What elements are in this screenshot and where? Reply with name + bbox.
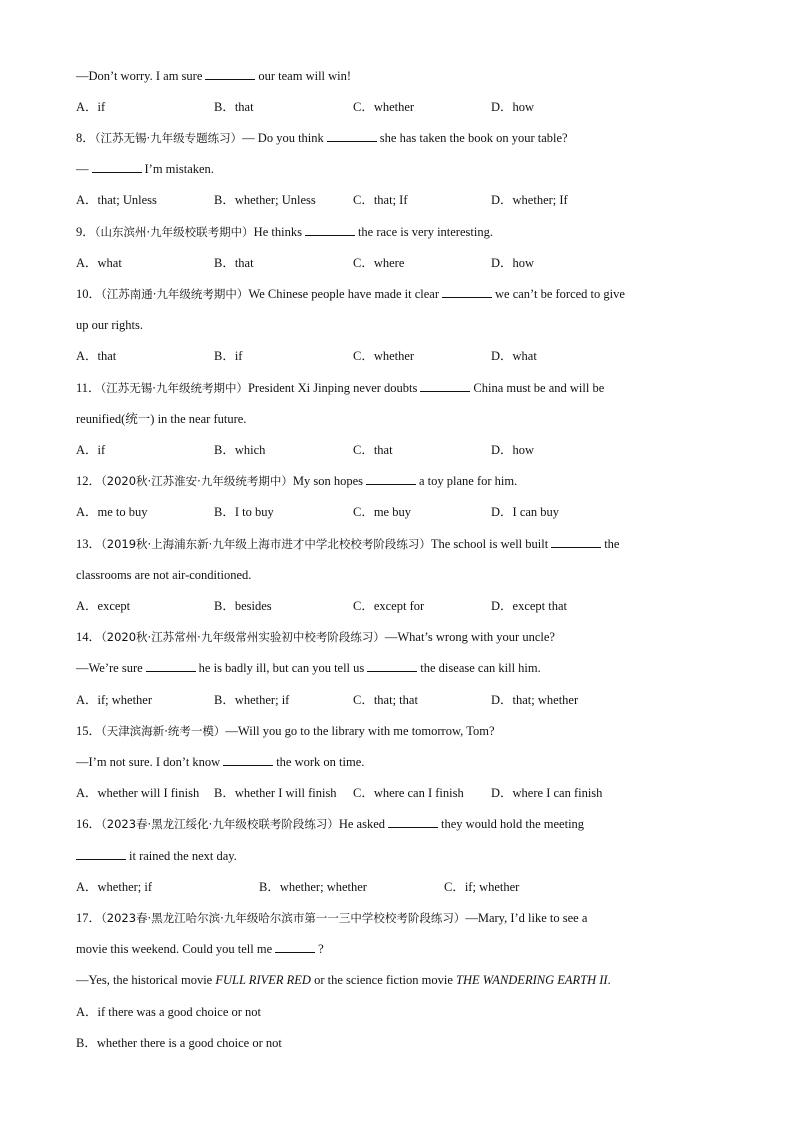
question-number: 8． bbox=[76, 131, 95, 145]
question-source: （江苏南通·九年级统考期中） bbox=[101, 287, 249, 301]
q15-stem bbox=[76, 721, 724, 741]
answer-blank bbox=[367, 658, 417, 672]
q15-options bbox=[76, 783, 724, 803]
option-c: C．except for bbox=[353, 599, 425, 613]
q11-stem bbox=[76, 378, 724, 398]
q17-answer-end: . bbox=[607, 973, 611, 987]
q16-line2 bbox=[76, 846, 724, 866]
q17-text-post: ? bbox=[318, 942, 324, 956]
question-source: （2023春·黑龙江哈尔滨·九年级哈尔滨市第一一三中学校校考阶段练习） bbox=[101, 911, 466, 925]
question-number: 17． bbox=[76, 911, 102, 925]
answer-blank bbox=[327, 128, 377, 142]
q14-options bbox=[76, 690, 724, 710]
option-d: D．what bbox=[491, 349, 537, 363]
question-number: 15． bbox=[76, 724, 102, 738]
q8-text-post: she has taken the book on your table? bbox=[379, 131, 568, 145]
question-source: （江苏无锡·九年级专题练习） bbox=[94, 131, 243, 145]
option-a: A．that bbox=[76, 349, 117, 363]
option-b: B．whether I will finish bbox=[214, 786, 337, 800]
q14-text-mid: he is badly ill, but can you tell us bbox=[198, 661, 365, 675]
q7-text-post: our team will win! bbox=[258, 69, 352, 83]
question-number: 13． bbox=[76, 537, 102, 551]
option-c: C．that bbox=[353, 443, 393, 457]
question-number: 12． bbox=[76, 474, 102, 488]
q8-stem bbox=[76, 128, 724, 148]
option-d: D．that; whether bbox=[491, 693, 579, 707]
option-d: D．I can buy bbox=[491, 505, 560, 519]
q13-text-post: the bbox=[604, 537, 620, 551]
option-c: C．if; whether bbox=[444, 880, 520, 894]
q12-options bbox=[76, 502, 724, 522]
question-number: 11． bbox=[76, 381, 101, 395]
q7-line bbox=[76, 66, 724, 86]
question-source: （2019秋·上海浦东新·九年级上海市进才中学北校校考阶段练习） bbox=[101, 537, 431, 551]
question-source: （天津滨海新·统考一模） bbox=[101, 724, 226, 738]
answer-blank bbox=[275, 939, 315, 953]
option-b: B．that bbox=[214, 256, 254, 270]
q8-line2 bbox=[76, 159, 724, 179]
q11-text-pre: President Xi Jinping never doubts bbox=[247, 381, 418, 395]
q11-text-post: China must be and will be bbox=[473, 381, 605, 395]
answer-blank bbox=[442, 284, 492, 298]
answer-blank bbox=[366, 471, 416, 485]
q17-stem bbox=[76, 908, 724, 928]
q13-options bbox=[76, 596, 724, 616]
q10-options bbox=[76, 346, 724, 366]
q14-stem bbox=[76, 627, 724, 647]
q16-stem bbox=[76, 814, 724, 834]
answer-blank bbox=[146, 658, 196, 672]
q16-text-post2: it rained the next day. bbox=[129, 849, 237, 863]
option-b: B．whether; whether bbox=[259, 880, 367, 894]
answer-blank bbox=[205, 66, 255, 80]
question-number: 16． bbox=[76, 817, 102, 831]
option-a: A．me to buy bbox=[76, 505, 148, 519]
question-number: 9． bbox=[76, 225, 95, 239]
option-c: C．me buy bbox=[353, 505, 411, 519]
option-b: B．whether there is a good choice or not bbox=[76, 1036, 282, 1050]
q7-text-pre: —Don’t worry. I am sure bbox=[76, 69, 203, 83]
option-a: A．if bbox=[76, 100, 106, 114]
q17-text-pre: movie this weekend. Could you tell me bbox=[76, 942, 273, 956]
answer-blank bbox=[305, 222, 355, 236]
question-number: 14． bbox=[76, 630, 102, 644]
q8-options bbox=[76, 190, 724, 210]
option-c: C．that; that bbox=[353, 693, 418, 707]
q13-stem bbox=[76, 534, 724, 554]
q14-line2 bbox=[76, 658, 724, 678]
movie-title-2: THE WANDERING EARTH II bbox=[456, 973, 608, 987]
q17-line3 bbox=[76, 970, 724, 990]
answer-blank bbox=[223, 752, 273, 766]
q14-text-post: the disease can kill him. bbox=[420, 661, 541, 675]
q16-text-post: they would hold the meeting bbox=[441, 817, 585, 831]
q14-text-pre: —We’re sure bbox=[76, 661, 143, 675]
movie-title-1: FULL RIVER RED bbox=[215, 973, 311, 987]
answer-blank bbox=[420, 378, 470, 392]
option-d: D．where I can finish bbox=[491, 786, 603, 800]
q12-text-pre: My son hopes bbox=[292, 474, 363, 488]
q10-continuation: up our rights. bbox=[76, 318, 144, 332]
answer-blank bbox=[76, 846, 126, 860]
option-c: C．whether bbox=[353, 349, 415, 363]
question-source: （山东滨州·九年级校联考期中） bbox=[94, 225, 254, 239]
q16-text-pre: He asked bbox=[338, 817, 386, 831]
q11-continuation: reunified(统一) in the near future. bbox=[76, 412, 247, 426]
q15-text-pre: —I’m not sure. I don’t know bbox=[76, 755, 221, 769]
q8-dash: — bbox=[76, 162, 89, 176]
q12-stem bbox=[76, 471, 724, 491]
option-c: C．where bbox=[353, 256, 405, 270]
q17-answer-pre: —Yes, the historical movie bbox=[76, 973, 213, 987]
option-b: B．I to buy bbox=[214, 505, 274, 519]
q8-text-post2: I’m mistaken. bbox=[144, 162, 214, 176]
answer-blank bbox=[551, 534, 601, 548]
option-c: C．that; If bbox=[353, 193, 408, 207]
q14-text: —What’s wrong with your uncle? bbox=[384, 630, 555, 644]
q9-text-pre: He thinks bbox=[253, 225, 302, 239]
option-b: B．whether; if bbox=[214, 693, 290, 707]
q17-option-b bbox=[76, 1033, 724, 1053]
q9-text-post: the race is very interesting. bbox=[357, 225, 493, 239]
question-source: （2020秋·江苏淮安·九年级统考期中） bbox=[101, 474, 293, 488]
q17-line2 bbox=[76, 939, 724, 959]
option-a: A．except bbox=[76, 599, 131, 613]
option-a: A．if bbox=[76, 443, 106, 457]
question-source: （2020秋·江苏常州·九年级常州实验初中校考阶段练习） bbox=[101, 630, 385, 644]
option-a: A．if; whether bbox=[76, 693, 153, 707]
q15-line2 bbox=[76, 752, 724, 772]
q10-text-post: we can’t be forced to give bbox=[495, 287, 625, 301]
option-b: B．which bbox=[214, 443, 266, 457]
q16-options bbox=[76, 877, 724, 897]
option-b: B．if bbox=[214, 349, 243, 363]
question-number: 10． bbox=[76, 287, 102, 301]
q13-text-pre: The school is well built bbox=[430, 537, 549, 551]
option-a: A．that; Unless bbox=[76, 193, 157, 207]
q10-stem bbox=[76, 284, 724, 304]
option-d: D．whether; If bbox=[491, 193, 568, 207]
option-a: A．if there was a good choice or not bbox=[76, 1005, 262, 1019]
option-b: B．besides bbox=[214, 599, 272, 613]
q17-text: —Mary, I’d like to see a bbox=[465, 911, 588, 925]
q10-text-pre: We Chinese people have made it clear bbox=[248, 287, 439, 301]
option-a: A．whether; if bbox=[76, 880, 153, 894]
q8-text-pre: — Do you think bbox=[242, 131, 324, 145]
q15-text: —Will you go to the library with me tomorrow, Tom? bbox=[225, 724, 495, 738]
q11-options bbox=[76, 440, 724, 460]
option-d: D．how bbox=[491, 443, 535, 457]
q17-answer-mid: or the science fiction movie bbox=[314, 973, 453, 987]
option-d: D．how bbox=[491, 256, 535, 270]
option-a: A．whether will I finish bbox=[76, 786, 200, 800]
answer-blank bbox=[388, 814, 438, 828]
q10-line2 bbox=[76, 315, 724, 335]
option-c: C．where can I finish bbox=[353, 786, 464, 800]
q13-line2 bbox=[76, 565, 724, 585]
q12-text-post: a toy plane for him. bbox=[419, 474, 518, 488]
option-d: D．how bbox=[491, 100, 535, 114]
answer-blank bbox=[92, 159, 142, 173]
q15-text-post: the work on time. bbox=[276, 755, 365, 769]
question-source: （2023春·黑龙江绥化·九年级校联考阶段练习） bbox=[101, 817, 339, 831]
option-c: C．whether bbox=[353, 100, 415, 114]
q17-option-a bbox=[76, 1002, 724, 1022]
q11-line2 bbox=[76, 409, 724, 429]
option-d: D．except that bbox=[491, 599, 568, 613]
question-source: （江苏无锡·九年级统考期中） bbox=[100, 381, 248, 395]
option-a: A．what bbox=[76, 256, 122, 270]
q7-options bbox=[76, 97, 724, 117]
option-b: B．whether; Unless bbox=[214, 193, 316, 207]
q13-continuation: classrooms are not air-conditioned. bbox=[76, 568, 252, 582]
q9-options bbox=[76, 253, 724, 273]
option-b: B．that bbox=[214, 100, 254, 114]
q9-stem bbox=[76, 222, 724, 242]
